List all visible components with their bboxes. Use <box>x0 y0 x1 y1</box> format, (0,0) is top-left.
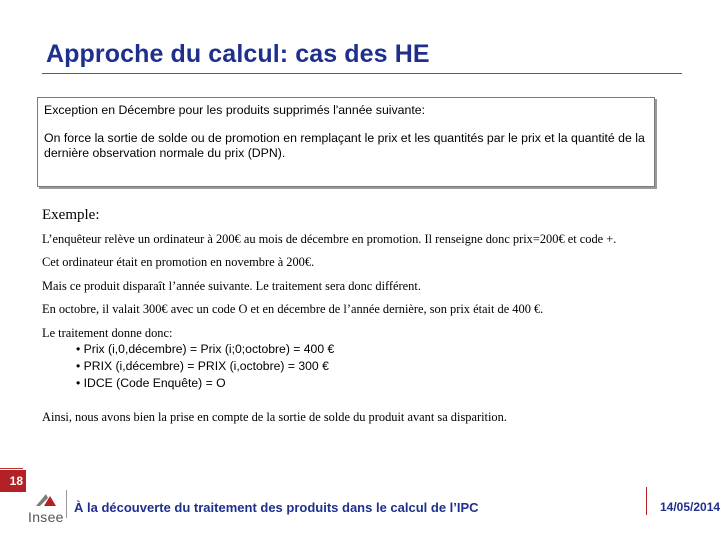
paragraph-6: Ainsi, nous avons bien la prise en compte de la sortie de solde du produit avant sa disparition. <box>42 410 507 424</box>
paragraph-4: En octobre, il valait 300€ avec un code O et en décembre de l’année dernière, son prix était de 400 €. <box>42 302 544 316</box>
logo-text: Insee <box>28 509 64 525</box>
slide-title: Approche du calcul: cas des HE <box>46 40 430 68</box>
footer-rule <box>0 468 23 469</box>
definition-box <box>37 97 655 187</box>
bullet-list <box>76 341 662 392</box>
example-label: Exemple: <box>42 207 100 223</box>
bullet-item: • Prix (i,0,décembre) = Prix (i;0;octobre) = 400 € <box>76 341 662 358</box>
insee-logo <box>26 492 66 534</box>
footer-date: 14/05/2014 <box>660 500 720 514</box>
box-line-2: On force la sortie de solde ou de promotion en remplaçant le prix et les quantités par le prix et la quantité de la dernière observation normale du prix (DPN). <box>44 131 645 160</box>
title-underline <box>42 73 682 74</box>
example-content <box>42 208 662 434</box>
paragraph-1: L’enquêteur relève un ordinateur à 200€ au mois de décembre en promotion. Il renseigne donc prix=200€ et code +. <box>42 231 617 246</box>
paragraph-5: Le traitement donne donc: <box>42 325 173 340</box>
footer-divider-right <box>646 487 647 515</box>
footer-text: À la découverte du traitement des produits dans le calcul de l’IPC <box>74 500 479 515</box>
footer-divider <box>66 490 67 518</box>
paragraph-2: Cet ordinateur était en promotion en novembre à 200€. <box>42 255 315 269</box>
bullet-item: • IDCE (Code Enquête) = O <box>76 375 662 392</box>
page-number: 18 <box>0 470 26 492</box>
paragraph-3: Mais ce produit disparaît l’année suivante. Le traitement sera donc différent. <box>42 278 421 293</box>
logo-mark-icon <box>34 492 58 508</box>
box-line-1: Exception en Décembre pour les produits supprimés l'année suivante: <box>44 103 426 117</box>
bullet-item: • PRIX (i,décembre) = PRIX (i,octobre) = 300 € <box>76 358 662 375</box>
